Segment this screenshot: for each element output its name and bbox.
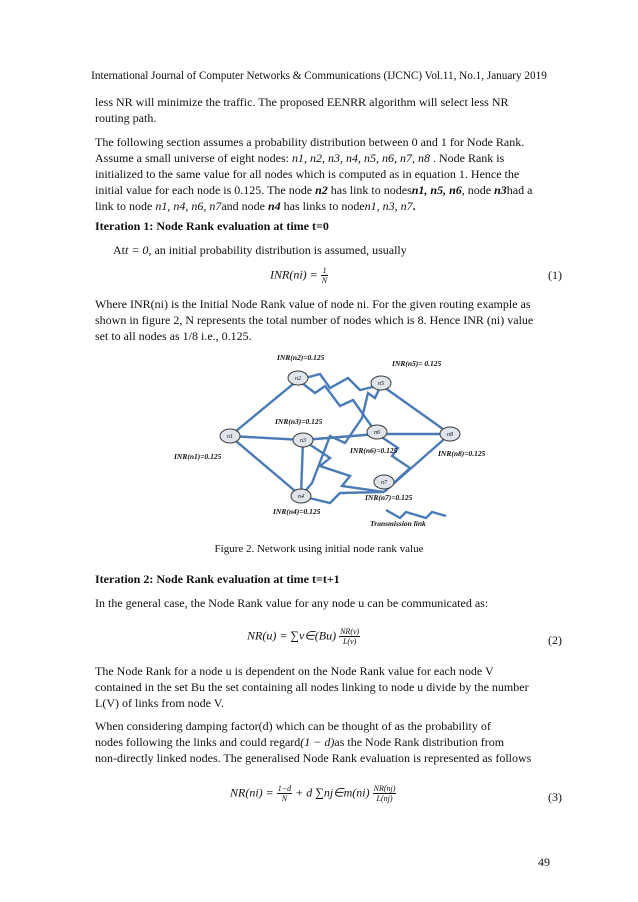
para6-line3: non-directly linked nodes. The generalised Node Rank evaluation is represented as follows xyxy=(95,751,532,765)
label-inr-n3: INR(n3)=0.125 xyxy=(275,417,323,426)
label-inr-n8: INR(n8)=0.125 xyxy=(438,449,486,458)
para2-line4b: has link to nodes xyxy=(327,183,412,197)
eq1-numerator: 1 xyxy=(322,266,327,275)
page-number: 49 xyxy=(538,855,550,869)
eq3-fraction-1 xyxy=(277,784,292,803)
para4-text: In the general case, the Node Rank value for any node u can be communicated as: xyxy=(95,596,489,610)
eq3-lhs: NR(ni) = xyxy=(230,785,274,800)
node-n7-text: n7 xyxy=(381,480,387,486)
para2-line1: The following section assumes a probability distribution between 0 and 1 for Node Rank. xyxy=(95,135,525,149)
eq1-denominator: N xyxy=(321,276,328,285)
paragraph-1 xyxy=(95,94,563,126)
heading-iteration-1: Iteration 1: Node Rank evaluation at time t=0 xyxy=(95,219,329,233)
para2-line4d: had a xyxy=(506,183,533,197)
node-n4-text: n4 xyxy=(298,494,304,500)
legend-zigzag-icon xyxy=(386,510,446,518)
para2-line5d: . xyxy=(412,199,416,213)
label-inr-n2: INR(n2)=0.125 xyxy=(277,353,325,362)
iter1-text-b: , an initial probability distribution is assumed, usually xyxy=(148,243,407,257)
eq3-denominator-2: L(nj) xyxy=(376,794,393,803)
para2-line2 xyxy=(95,150,563,166)
equation-3-number: (3) xyxy=(548,790,562,804)
para2-line4a: initial value for each node is 0.125. The node xyxy=(95,183,316,197)
para6-line2b: as the Node Rank distribution from xyxy=(334,735,505,749)
para2-line4c: , node xyxy=(461,183,495,197)
paragraph-4 xyxy=(95,595,563,611)
node-n4: n4 xyxy=(267,199,281,213)
figure-caption: Figure 2. Network using initial node rank value xyxy=(214,543,424,555)
para2-line5 xyxy=(95,198,563,214)
eq3-mid: + d ∑nj∈m(ni) xyxy=(295,785,370,800)
para2-line5b: and node xyxy=(221,199,268,213)
para6-line1: When considering damping factor(d) which can be thought of as the probability of xyxy=(95,719,491,733)
network-figure xyxy=(170,348,500,533)
para2-line2b: . Node Rank is xyxy=(429,151,505,165)
para2-line5c: has links to node xyxy=(280,199,365,213)
paragraph-3 xyxy=(95,296,563,344)
node-n8-text: n8 xyxy=(447,432,453,438)
network-links xyxy=(230,374,450,503)
link-n1-n3 xyxy=(230,436,303,440)
para2-line4 xyxy=(95,182,563,198)
label-inr-n4: INR(n4)=0.125 xyxy=(273,507,321,516)
eq2-lhs: NR(u) = ∑v∈(Bu) xyxy=(247,628,337,643)
node-list: n1, n2, n3, n4, n5, n6, n7, n8 xyxy=(291,151,430,165)
eq3-numerator-1: 1−d xyxy=(277,784,292,793)
link-n3-n4 xyxy=(301,440,303,496)
link-n1-n4 xyxy=(230,436,301,496)
heading-iteration-2: Iteration 2: Node Rank evaluation at time t=t+1 xyxy=(95,572,340,586)
link-n1-n2 xyxy=(230,380,298,436)
eq2-denominator: L(v) xyxy=(342,637,357,646)
eq2-numerator: NR(v) xyxy=(340,627,360,636)
para6-line2a: nodes following the links and could regard xyxy=(95,735,301,749)
link-n5-n8 xyxy=(381,385,450,434)
para3-line3: set to all nodes as 1/8 i.e., 0.125. xyxy=(95,329,252,343)
node-n2-text: n2 xyxy=(295,376,301,382)
label-inr-n6: INR(n6)=0.125 xyxy=(350,446,398,455)
para3-line2: shown in figure 2, N represents the total number of nodes which is 8. Hence INR (ni) value xyxy=(95,313,534,327)
para2-line5a: link to node xyxy=(95,199,156,213)
eq2-fraction xyxy=(339,627,360,646)
para5-line3: L(V) of links from node V. xyxy=(95,696,224,710)
link-n2-n5 xyxy=(298,374,381,390)
node-n2: n2 xyxy=(315,183,328,197)
para2-line3: initialized to the same value for all nodes which is computed as in equation 1. Hence the xyxy=(95,167,520,181)
iter1-text-a: At xyxy=(113,243,125,257)
para5-line1: The Node Rank for a node u is dependent on the Node Rank value for each node V xyxy=(95,664,494,678)
iteration1-text xyxy=(113,242,581,258)
para2-line2a: Assume a small universe of eight nodes: xyxy=(95,151,292,165)
node-n5-text: n5 xyxy=(378,381,384,387)
equation-2-number: (2) xyxy=(548,633,562,647)
journal-header: International Journal of Computer Networks & Communications (IJCNC) Vol.11, No.1, January 2019 xyxy=(91,70,547,82)
n2-links: n1, n5, n6 xyxy=(411,183,462,197)
para3-line1: Where INR(ni) is the Initial Node Rank value of node ni. For the given routing example as xyxy=(95,297,531,311)
link-n3-n6 xyxy=(303,434,377,440)
iter1-eq: t = 0 xyxy=(125,243,149,257)
label-inr-n7: INR(n7)=0.125 xyxy=(365,493,413,502)
para5-line2: contained in the set Bu the set containing all nodes linking to node u divide by the number xyxy=(95,680,529,694)
paragraph-2 xyxy=(95,134,563,214)
equation-1-number: (1) xyxy=(548,268,562,282)
equation-1 xyxy=(270,266,328,285)
eq3-denominator-1: N xyxy=(281,794,288,803)
paragraph-6 xyxy=(95,718,563,766)
para1-line2: routing path. xyxy=(95,111,157,125)
para1-line1: less NR will minimize the traffic. The proposed EENRR algorithm will select less NR xyxy=(95,95,509,109)
node-n3-text: n3 xyxy=(300,438,306,444)
label-inr-n5: INR(n5)= 0.125 xyxy=(392,359,442,368)
label-inr-n1: INR(n1)=0.125 xyxy=(174,452,222,461)
n4-links: n1, n3, n7 xyxy=(364,199,413,213)
eq3-fraction-2 xyxy=(373,784,397,803)
para6-line2 xyxy=(95,734,563,750)
para6-expr: (1 − d) xyxy=(300,735,335,749)
n3-links: n1, n4, n6, n7 xyxy=(155,199,222,213)
node-n3: n3 xyxy=(494,183,507,197)
equation-2 xyxy=(247,627,360,646)
node-n1-text: n1 xyxy=(227,434,233,440)
node-n6-text: n6 xyxy=(374,430,380,436)
eq1-lhs: INR(ni) = xyxy=(270,267,318,282)
legend-label: Transmission link xyxy=(370,519,426,528)
equation-3 xyxy=(230,784,396,803)
eq1-fraction xyxy=(321,266,328,285)
eq3-numerator-2: NR(nj) xyxy=(373,784,396,793)
paragraph-5 xyxy=(95,663,563,711)
